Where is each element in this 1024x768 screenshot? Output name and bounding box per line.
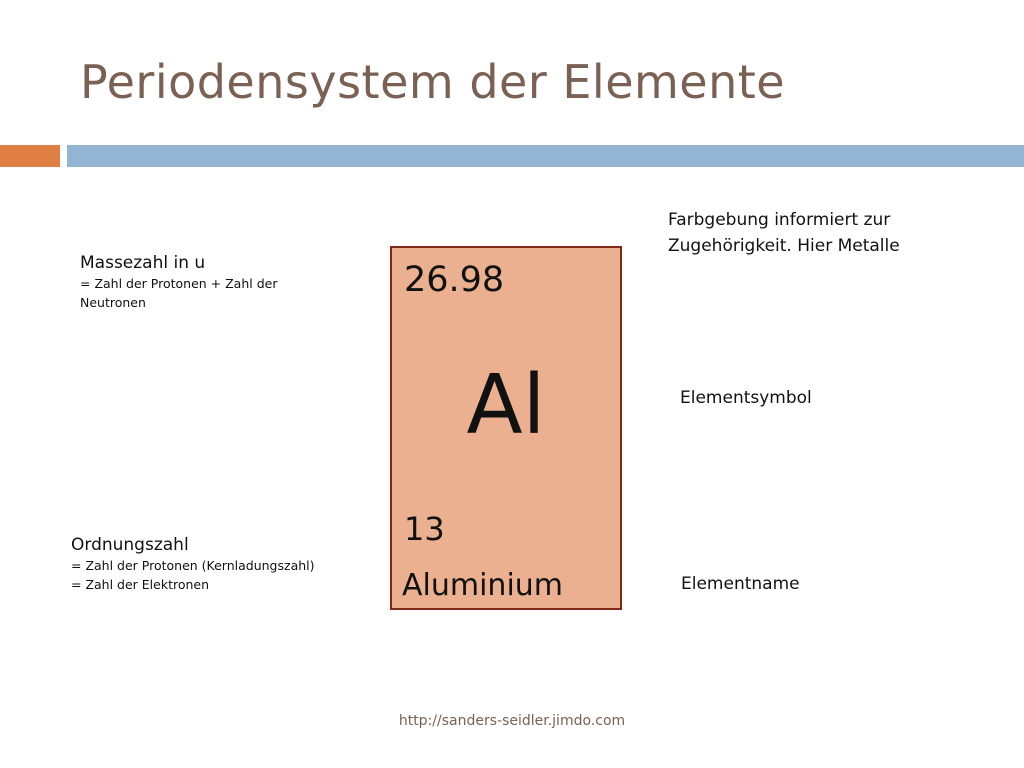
farbgebung-line2: Zugehörigkeit. Hier Metalle: [668, 236, 900, 256]
ordnungszahl-annotation: [71, 534, 315, 594]
farbgebung-line1: Farbgebung informiert zur: [668, 210, 891, 230]
element-card-aluminium: [390, 246, 622, 610]
massezahl-title: Massezahl in u: [80, 253, 206, 273]
atomic-number: 13: [404, 510, 445, 548]
accent-bar-blue: [67, 145, 1024, 167]
footer-url: http://sanders-seidler.jimdo.com: [398, 713, 626, 729]
ordnungszahl-title: Ordnungszahl: [71, 535, 189, 555]
massezahl-annotation: [80, 252, 277, 312]
massezahl-line1: = Zahl der Protonen + Zahl der: [80, 276, 278, 291]
element-symbol: Al: [466, 358, 546, 453]
element-name: Aluminium: [402, 568, 564, 603]
accent-bar-orange: [0, 145, 60, 167]
farbgebung-annotation: [668, 207, 900, 259]
ordnungszahl-line1: = Zahl der Protonen (Kernladungszahl): [71, 558, 315, 573]
elementsymbol-annotation: [680, 387, 812, 409]
elementname-annotation: [681, 573, 800, 595]
elementname-label: Elementname: [681, 574, 800, 594]
elementsymbol-label: Elementsymbol: [680, 388, 812, 408]
atomic-mass: 26.98: [404, 260, 505, 300]
ordnungszahl-line2: = Zahl der Elektronen: [71, 577, 210, 592]
slide-title: Periodensystem der Elemente: [80, 55, 786, 109]
massezahl-line2: Neutronen: [80, 295, 146, 310]
